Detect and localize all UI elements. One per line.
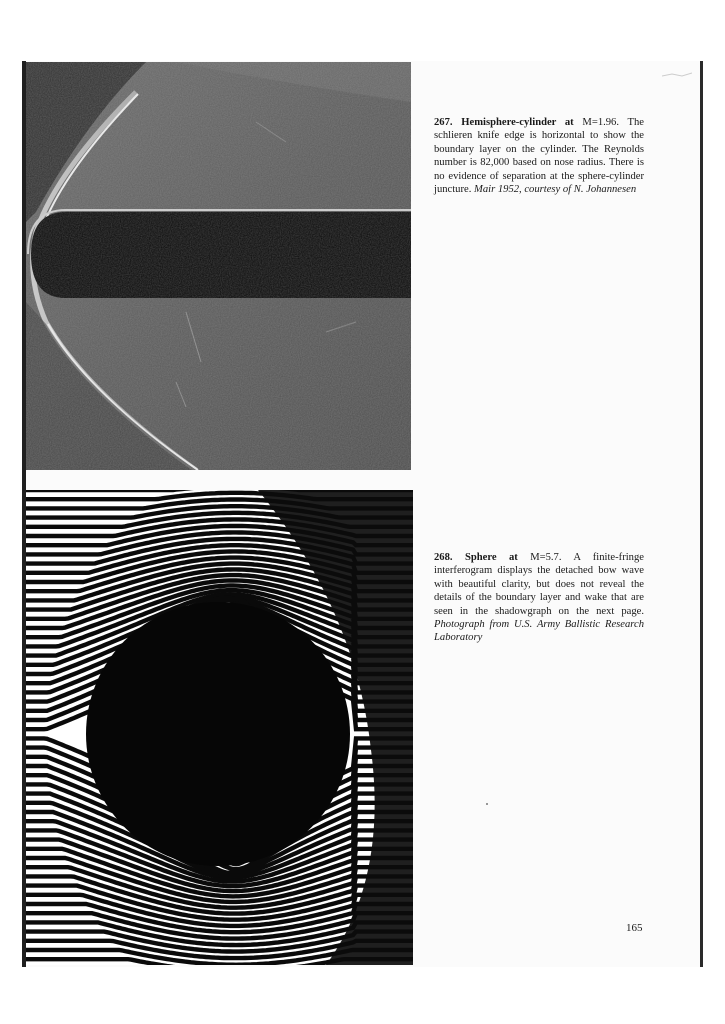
mach-number: M=1.96. — [582, 117, 620, 128]
figure-title: Sphere at — [464, 552, 518, 563]
paper-speck — [486, 803, 488, 805]
page-number: 165 — [626, 922, 643, 934]
figure-267-schlieren-photo — [26, 62, 411, 470]
photo-credit: Mair 1952, courtesy of N. Johannesen — [474, 184, 637, 196]
caption-figure-267 — [434, 116, 644, 196]
hemisphere-cylinder-image — [26, 62, 411, 470]
caption-body: A finite-fringe interferogram displays the detached bow wave with beautiful clarity, but does not reveal the details of the boundary layer and wake that are seen in the shadowgraph on the next page. — [434, 552, 644, 617]
caption-body: The schlieren knife edge is horizontal to show the boundary layer on the cylinder. The Reynolds number is 82,000 based on nose radius. There is no evidence of separation at the sphere-cylinder juncture. — [434, 117, 644, 196]
figure-number: 267. — [434, 117, 453, 128]
photo-credit: Photograph from U.S. Army Ballistic Research Laboratory — [434, 619, 644, 644]
sphere-interferogram-image — [26, 490, 413, 965]
caption-figure-268 — [434, 551, 644, 645]
figure-number: 268. — [434, 552, 453, 563]
mach-number: M=5.7. — [530, 552, 562, 563]
figure-268-interferogram — [26, 490, 413, 965]
figure-title: Hemisphere-cylinder at — [461, 117, 574, 128]
paper-mark — [662, 72, 692, 78]
